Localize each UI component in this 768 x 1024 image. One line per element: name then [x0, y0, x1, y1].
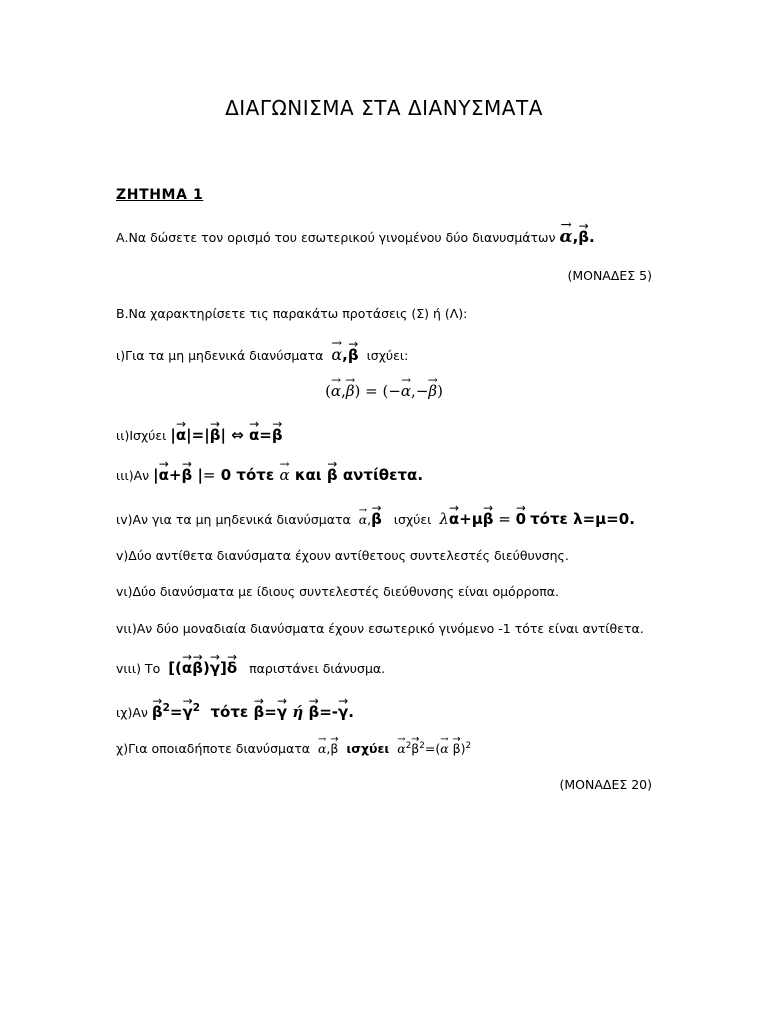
math-text: +μ: [459, 510, 483, 528]
comma: ,: [367, 512, 372, 527]
item-i: [116, 345, 408, 364]
page-title: ΔΙΑΓΩΝΙΣΜΑ ΣΤΑ ΔΙΑΝΥΣΜΑΤΑ: [225, 96, 543, 120]
item-iii: [116, 466, 423, 484]
exponent: 2: [162, 702, 170, 714]
vector-g: → γ: [277, 703, 287, 721]
vector-b: → β: [483, 510, 494, 528]
vector-b: → β: [348, 346, 359, 364]
comma: ,: [326, 741, 331, 757]
math-text: =: [169, 703, 183, 721]
vector-g: → γ: [183, 703, 193, 721]
comma: ,: [572, 228, 579, 246]
vector-b: → β: [272, 426, 283, 444]
vector-b: → β: [346, 382, 355, 400]
item-ii: [116, 426, 283, 444]
math-text: ): [460, 741, 466, 757]
vector-b: → β: [578, 228, 589, 246]
vector-a: → α: [249, 426, 259, 444]
math-text: ή: [292, 703, 304, 721]
vector-b: → β: [181, 466, 192, 484]
math-text: +: [168, 466, 182, 484]
vector-a: → α: [279, 466, 289, 484]
math-text: =: [202, 466, 216, 484]
vector-b: → β: [411, 741, 419, 756]
item-v: v)Δύο αντίθετα διανύσματα έχουν αντίθετους συντελεστές διεύθυνσης.: [116, 548, 569, 563]
vector-g: → γ: [338, 703, 348, 721]
vector-b: → β: [192, 659, 203, 677]
vector-a: → α: [449, 510, 459, 528]
zero-vector: → 0: [516, 510, 526, 528]
math-text: ]: [220, 659, 227, 677]
math-text: αντίθετα.: [342, 466, 424, 484]
vector-a: → α: [359, 512, 367, 527]
vector-b: → β: [371, 510, 382, 528]
math-text: =-: [319, 703, 338, 721]
exponent: 2: [405, 741, 412, 751]
question-b: Β.Να χαρακτηρίσετε τις παρακάτω προτάσεις (Σ) ή (Λ):: [116, 306, 468, 321]
item-i-rest: ισχύει:: [366, 348, 409, 363]
vector-b: → β: [210, 426, 221, 444]
formula-text: ): [354, 382, 361, 400]
item-vi: vι)Δύο διανύσματα με ίδιους συντελεστές διεύθυνσης είναι ομόρροπα.: [116, 584, 559, 599]
math-text: ισχύει: [346, 741, 390, 757]
item-x-label: χ)Για οποιαδήποτε διανύσματα: [116, 741, 311, 757]
math-text: | ⇔: [220, 426, 244, 444]
formula-text: ,: [341, 382, 346, 400]
item-x: [116, 741, 471, 756]
math-text: |: [192, 466, 203, 484]
item-iv: [116, 510, 635, 528]
vector-a: → α: [397, 741, 405, 756]
math-text: τότε: [210, 703, 249, 721]
math-text: |: [153, 466, 159, 484]
formula-text: (: [325, 382, 331, 400]
vector-a: → α: [559, 227, 572, 247]
marks-label-1: (ΜΟΝΑΔΕΣ 5): [567, 268, 652, 283]
item-ix: [116, 702, 354, 721]
item-iii-label: ιιι)Αν: [116, 468, 150, 483]
item-ii-label: ιι)Ισχύει: [116, 428, 167, 443]
formula-angle: [0, 382, 768, 400]
vector-b: → β: [330, 741, 338, 756]
math-text: =: [493, 510, 516, 528]
question-a-text: Α.Να δώσετε τον ορισμό του εσωτερικού γινομένου δύο διανυσμάτων: [116, 230, 556, 245]
math-text: |: [170, 426, 176, 444]
item-vii: vιι)Αν δύο μοναδιαία διανύσματα έχουν εσωτερικό γινόμενο -1 τότε είναι αντίθετα.: [116, 621, 644, 636]
vector-g: → γ: [210, 659, 220, 677]
math-text: 0 τότε: [220, 466, 275, 484]
math-text: και: [294, 466, 322, 484]
vector-a: → α: [318, 741, 326, 756]
section-heading: ΖΗΤΗΜΑ 1: [116, 187, 204, 203]
vector-b: → β: [152, 703, 163, 721]
vector-a: → α: [176, 426, 186, 444]
formula-text: = (−: [360, 382, 401, 400]
exponent: 2: [465, 741, 472, 751]
vector-b: → β: [453, 741, 461, 756]
item-ix-label: ιχ)Αν: [116, 705, 148, 720]
period: .: [589, 228, 595, 246]
comma: ,: [342, 346, 348, 364]
item-i-label: ι)Για τα μη μηδενικά διανύσματα: [116, 348, 324, 363]
vector-b: → β: [308, 703, 319, 721]
math-text: =(: [424, 741, 441, 757]
math-text: =: [259, 426, 272, 444]
item-iv-mid: ισχύει: [393, 512, 432, 527]
vector-a: → α: [331, 382, 341, 400]
math-text: τότε λ=μ=0.: [530, 510, 635, 528]
item-iv-label: ιv)Αν για τα μη μηδενικά διανύσματα: [116, 512, 351, 527]
vector-b: → β: [327, 466, 338, 484]
math-text: =: [264, 703, 277, 721]
formula-text: ): [437, 382, 443, 400]
vector-a: → α: [331, 345, 342, 364]
math-text: [(: [168, 659, 182, 677]
vector-a: → α: [159, 466, 169, 484]
vector-d: → δ: [227, 659, 237, 677]
item-viii-end: παριστάνει διάνυσμα.: [249, 661, 386, 676]
vector-b: → β: [428, 382, 437, 400]
exponent: 2: [192, 702, 201, 714]
math-text: |=|: [186, 426, 210, 444]
question-a: [116, 227, 595, 247]
vector-a: → α: [401, 382, 411, 400]
vector-b: → β: [254, 703, 265, 721]
vector-a: → α: [182, 659, 192, 677]
formula-text: ,−: [411, 382, 429, 400]
vector-a: → α: [440, 741, 448, 756]
math-text: ): [202, 659, 210, 677]
math-text: .: [348, 703, 354, 721]
item-viii: [116, 659, 385, 677]
item-viii-label: vιιι) Το: [116, 661, 161, 676]
math-text: λ: [439, 510, 449, 528]
exponent: 2: [419, 741, 425, 751]
marks-label-2: (ΜΟΝΑΔΕΣ 20): [559, 777, 652, 792]
